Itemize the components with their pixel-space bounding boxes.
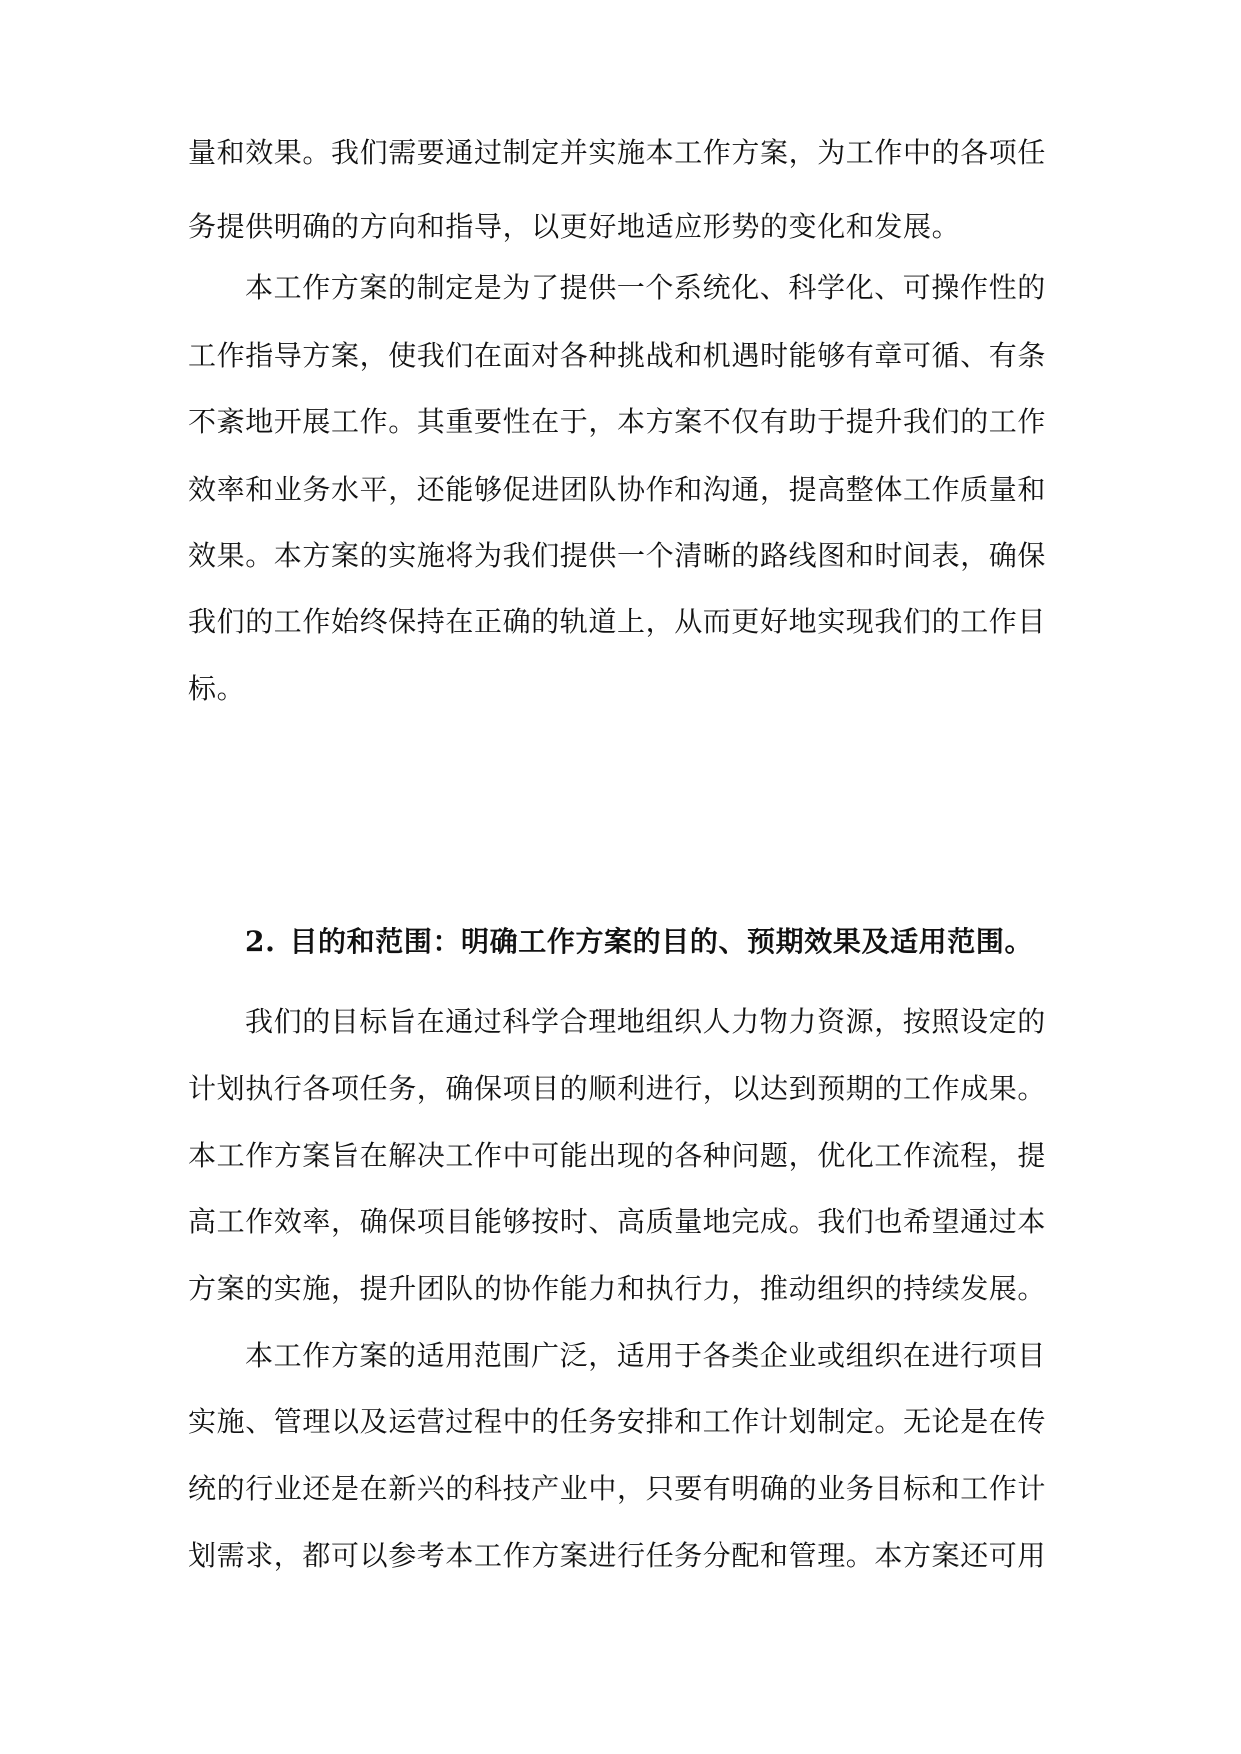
body-text-line: 本工作方案的适用范围广泛，适用于各类企业或组织在进行项目 [245,1339,1046,1372]
body-text-line: 本工作方案的制定是为了提供一个系统化、科学化、可操作性的 [245,271,1046,304]
body-text-line: 本工作方案旨在解决工作中可能出现的各种问题，优化工作流程，提 [188,1139,1047,1172]
section-heading [245,924,1033,960]
body-text-line: 工作指导方案，使我们在面对各种挑战和机遇时能够有章可循、有条 [188,339,1047,372]
section-heading-number: 2. [245,925,276,958]
body-text-line: 不紊地开展工作。其重要性在于，本方案不仅有助于提升我们的工作 [188,405,1047,438]
body-text-line: 标。 [188,672,246,705]
body-text-line: 方案的实施，提升团队的协作能力和执行力，推动组织的持续发展。 [188,1272,1047,1305]
body-text-line: 我们的工作始终保持在正确的轨道上，从而更好地实现我们的工作目 [188,605,1047,638]
body-text-line: 量和效果。我们需要通过制定并实施本工作方案，为工作中的各项任 [188,136,1047,169]
body-text-line: 统的行业还是在新兴的科技产业中，只要有明确的业务目标和工作计 [188,1472,1047,1505]
section-heading-text: 目的和范围：明确工作方案的目的、预期效果及适用范围。 [289,925,1034,958]
body-text-line: 效果。本方案的实施将为我们提供一个清晰的路线图和时间表，确保 [188,539,1047,572]
body-text-line: 我们的目标旨在通过科学合理地组织人力物力资源，按照设定的 [245,1005,1046,1038]
body-text-line: 计划执行各项任务，确保项目的顺利进行，以达到预期的工作成果。 [188,1072,1047,1105]
body-text-line: 划需求，都可以参考本工作方案进行任务分配和管理。本方案还可用 [188,1539,1047,1572]
body-text-line: 效率和业务水平，还能够促进团队协作和沟通，提高整体工作质量和 [188,473,1047,506]
body-text-line: 高工作效率，确保项目能够按时、高质量地完成。我们也希望通过本 [188,1205,1047,1238]
body-text-line: 务提供明确的方向和指导，以更好地适应形势的变化和发展。 [188,210,961,243]
body-text-line: 实施、管理以及运营过程中的任务安排和工作计划制定。无论是在传 [188,1405,1047,1438]
